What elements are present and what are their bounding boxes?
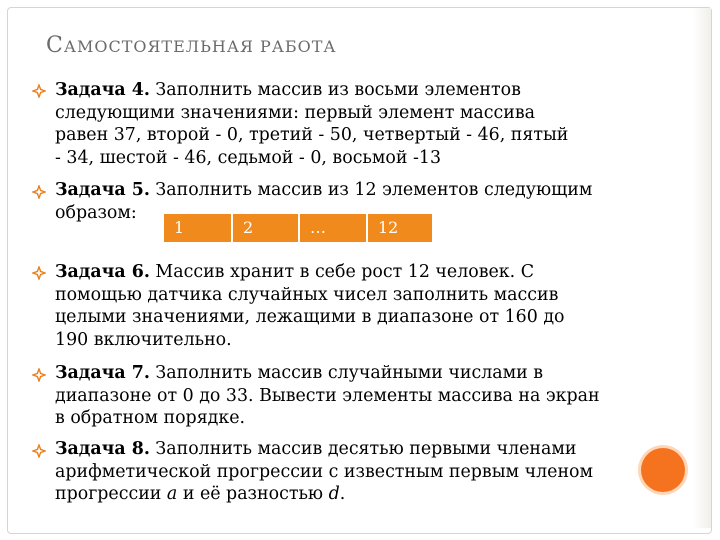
array-cell: 2 [233, 214, 300, 242]
slide-title [46, 33, 337, 58]
task-label: Задача 4. [55, 80, 150, 100]
task-8-text [55, 438, 685, 506]
star-bullet-icon [32, 84, 46, 98]
star-bullet-icon [32, 444, 46, 458]
title-rest: АМОСТОЯТЕЛЬНАЯ РАБОТА [63, 37, 337, 56]
decorative-orange-circle [641, 448, 685, 492]
star-bullet-icon [32, 368, 46, 382]
title-first-letter: С [46, 33, 64, 58]
frame-shadow [693, 8, 711, 528]
task-label: Задача 8. [55, 439, 150, 459]
variable-a: a [166, 484, 178, 504]
task-6-text [55, 261, 685, 351]
task-label: Задача 6. [55, 262, 150, 282]
task-body: Заполнить массив из 12 элементов следующим образом: [55, 180, 593, 223]
variable-d: d [328, 484, 340, 504]
task-4-text [55, 79, 685, 169]
task-body: Заполнить массив случайными числами в диапазоне от 0 до 33. Вывести элементы массива на экран в обратном порядке. [55, 363, 600, 428]
task-label: Задача 7. [55, 363, 150, 383]
task-body: Массив хранит в себе рост 12 человек. С помощью датчика случайных чисел заполнить массив целыми значениями, лежащими в диапазоне от 160 до 190 включительно. [55, 262, 565, 350]
array-cell: 12 [378, 218, 399, 237]
star-bullet-icon [32, 266, 46, 280]
array-cell: 1 [164, 214, 233, 242]
task-body: Заполнить массив из восьми элементов следующими значениями: первый элемент массива равен 37, второй - 0, третий - 50, четвертый - 46, пятый - 34, шестой - 46, седьмой - 0, восьмой -13 [55, 80, 569, 168]
array-example-table [164, 214, 432, 242]
task-body-end: . [339, 484, 346, 504]
star-bullet-icon [32, 185, 46, 199]
task-body: Заполнить массив десятью первыми членами арифметической прогрессии с известным первым членом прогрессии [55, 439, 594, 504]
task-7-text [55, 362, 685, 430]
array-cell: … [300, 214, 368, 242]
task-label: Задача 5. [55, 180, 150, 200]
task-body-mid: и её разностью [177, 484, 329, 504]
